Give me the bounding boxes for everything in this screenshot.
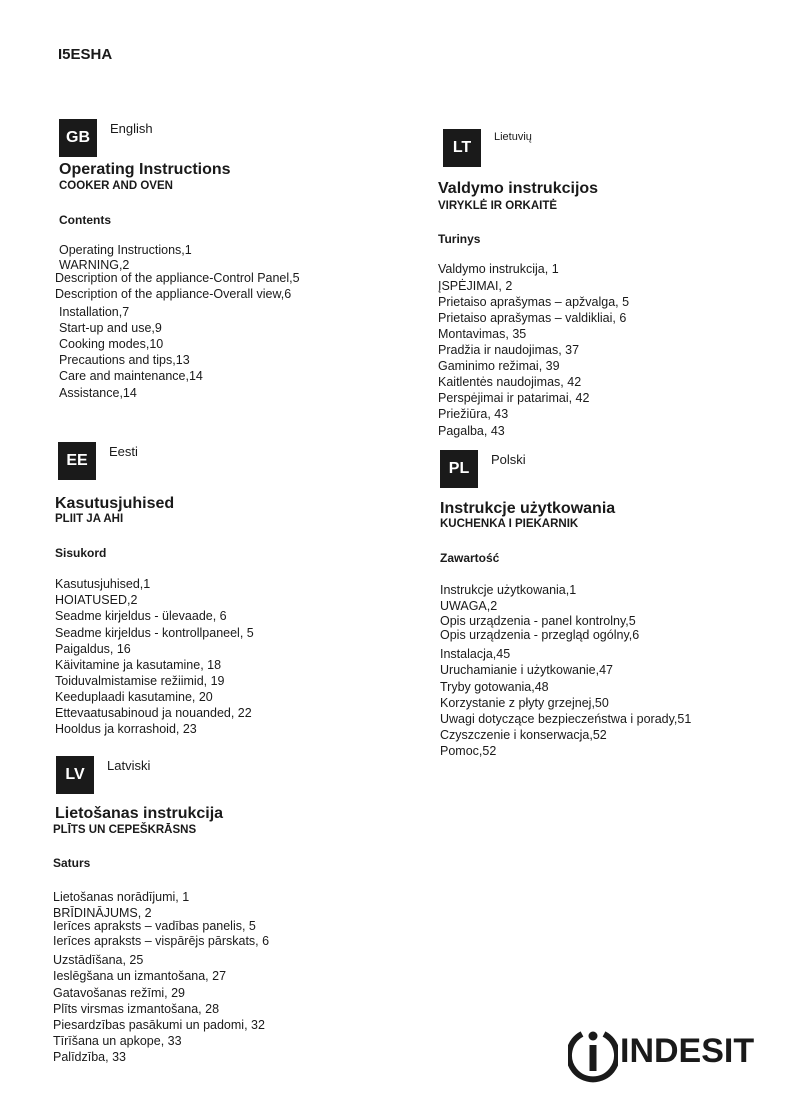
language-name: Lietuvių (494, 131, 532, 143)
section-subtitle: PLIIT JA AHI (55, 513, 124, 525)
toc-item: Lietošanas norādījumi, 1 (53, 890, 190, 904)
contents-heading: Sisukord (55, 546, 107, 560)
contents-heading: Contents (59, 213, 111, 227)
toc-item: Tryby gotowania,48 (440, 680, 549, 694)
toc-item: Pagalba, 43 (438, 424, 505, 438)
toc-item: Tīrīšana un apkope, 33 (53, 1034, 182, 1048)
section-title: Valdymo instrukcijos (438, 180, 599, 197)
toc-item: Cooking modes,10 (59, 337, 164, 351)
country-code-badge: EE (58, 442, 96, 480)
toc-item: Description of the appliance-Control Panel,5 (55, 271, 300, 285)
country-code-badge: PL (440, 450, 478, 488)
toc-item: Ieslēgšana un izmantošana, 27 (53, 969, 227, 983)
toc-item: Kasutusjuhised,1 (55, 577, 151, 591)
toc-item: Instrukcje użytkowania,1 (440, 583, 577, 597)
toc-item: Seadme kirjeldus - kontrollpaneel, 5 (55, 626, 254, 640)
toc-item: Instalacja,45 (440, 647, 511, 661)
toc-item: Gatavošanas režīmi, 29 (53, 986, 186, 1000)
toc-item: Hooldus ja korrashoid, 23 (55, 722, 197, 736)
brand-mark-icon (568, 1026, 618, 1084)
toc-item: Pomoc,52 (440, 744, 497, 758)
toc-item: Uzstādīšana, 25 (53, 953, 144, 967)
toc-item: Uruchamianie i użytkowanie,47 (440, 663, 614, 677)
toc-item: Gaminimo režimai, 39 (438, 359, 560, 373)
section-title: Lietošanas instrukcija (55, 805, 224, 822)
toc-item: Montavimas, 35 (438, 327, 527, 341)
language-name: Eesti (109, 444, 138, 459)
toc-item: Priežiūra, 43 (438, 407, 509, 421)
toc-item: Czyszczenie i konserwacja,52 (440, 728, 607, 742)
toc-item: Opis urządzenia - przegląd ogólny,6 (440, 628, 640, 642)
toc-item: WARNING,2 (59, 258, 130, 272)
toc-item: Description of the appliance-Overall view,6 (55, 287, 292, 301)
country-code-badge: LT (443, 129, 481, 167)
toc-item: Käivitamine ja kasutamine, 18 (55, 658, 222, 672)
toc-item: Palīdzība, 33 (53, 1050, 126, 1064)
toc-item: Prietaiso aprašymas – apžvalga, 5 (438, 295, 630, 309)
toc-item: Ettevaatusabinoud ja nouanded, 22 (55, 706, 252, 720)
toc-item: Pradžia ir naudojimas, 37 (438, 343, 580, 357)
toc-item: Uwagi dotyczące bezpieczeństwa i porady,51 (440, 712, 692, 726)
toc-item: Kaitlentės naudojimas, 42 (438, 375, 582, 389)
toc-item: Prietaiso aprašymas – valdikliai, 6 (438, 311, 627, 325)
model-number: I5ESHA (58, 46, 113, 63)
toc-item: Ierīces apraksts – vadības panelis, 5 (53, 919, 256, 933)
section-title: Kasutusjuhised (55, 495, 175, 512)
toc-item: Piesardzības pasākumi un padomi, 32 (53, 1018, 265, 1032)
brand-wordmark: INDESIT (620, 1032, 755, 1070)
toc-item: HOIATUSED,2 (55, 593, 138, 607)
section-title: Operating Instructions (59, 161, 231, 178)
section-subtitle: VIRYKLĖ IR ORKAITĖ (438, 200, 558, 212)
toc-item: Ierīces apraksts – vispārējs pārskats, 6 (53, 934, 270, 948)
toc-item: UWAGA,2 (440, 599, 498, 613)
toc-item: Toiduvalmistamise režiimid, 19 (55, 674, 225, 688)
country-code-badge: LV (56, 756, 94, 794)
toc-item: BRĪDINĀJUMS, 2 (53, 906, 152, 920)
toc-item: Seadme kirjeldus - ülevaade, 6 (55, 609, 227, 623)
contents-heading: Turinys (438, 232, 481, 246)
language-name: Latviski (107, 758, 151, 773)
country-code-badge: GB (59, 119, 97, 157)
toc-item: Korzystanie z płyty grzejnej,50 (440, 696, 609, 710)
toc-item: Installation,7 (59, 305, 130, 319)
toc-item: Precautions and tips,13 (59, 353, 190, 367)
toc-item: Paigaldus, 16 (55, 642, 131, 656)
contents-heading: Saturs (53, 856, 91, 870)
contents-heading: Zawartość (440, 551, 500, 565)
toc-item: Operating Instructions,1 (59, 243, 192, 257)
section-subtitle: KUCHENKA I PIEKARNIK (440, 518, 579, 530)
toc-item: Valdymo instrukcija, 1 (438, 262, 559, 276)
language-name: English (110, 121, 153, 136)
toc-item: Plīts virsmas izmantošana, 28 (53, 1002, 220, 1016)
toc-item: Start-up and use,9 (59, 321, 162, 335)
indesit-logo (568, 1026, 764, 1084)
toc-item: Opis urządzenia - panel kontrolny,5 (440, 614, 636, 628)
section-subtitle: PLĪTS UN CEPEŠKRĀSNS (53, 824, 197, 836)
toc-item: Care and maintenance,14 (59, 369, 203, 383)
section-subtitle: COOKER AND OVEN (59, 180, 173, 192)
toc-item: Perspėjimai ir patarimai, 42 (438, 391, 590, 405)
toc-item: ĮSPĖJIMAI, 2 (438, 279, 513, 293)
toc-item: Keeduplaadi kasutamine, 20 (55, 690, 213, 704)
language-name: Polski (491, 452, 526, 467)
toc-item: Assistance,14 (59, 386, 137, 400)
section-title: Instrukcje użytkowania (440, 500, 616, 517)
